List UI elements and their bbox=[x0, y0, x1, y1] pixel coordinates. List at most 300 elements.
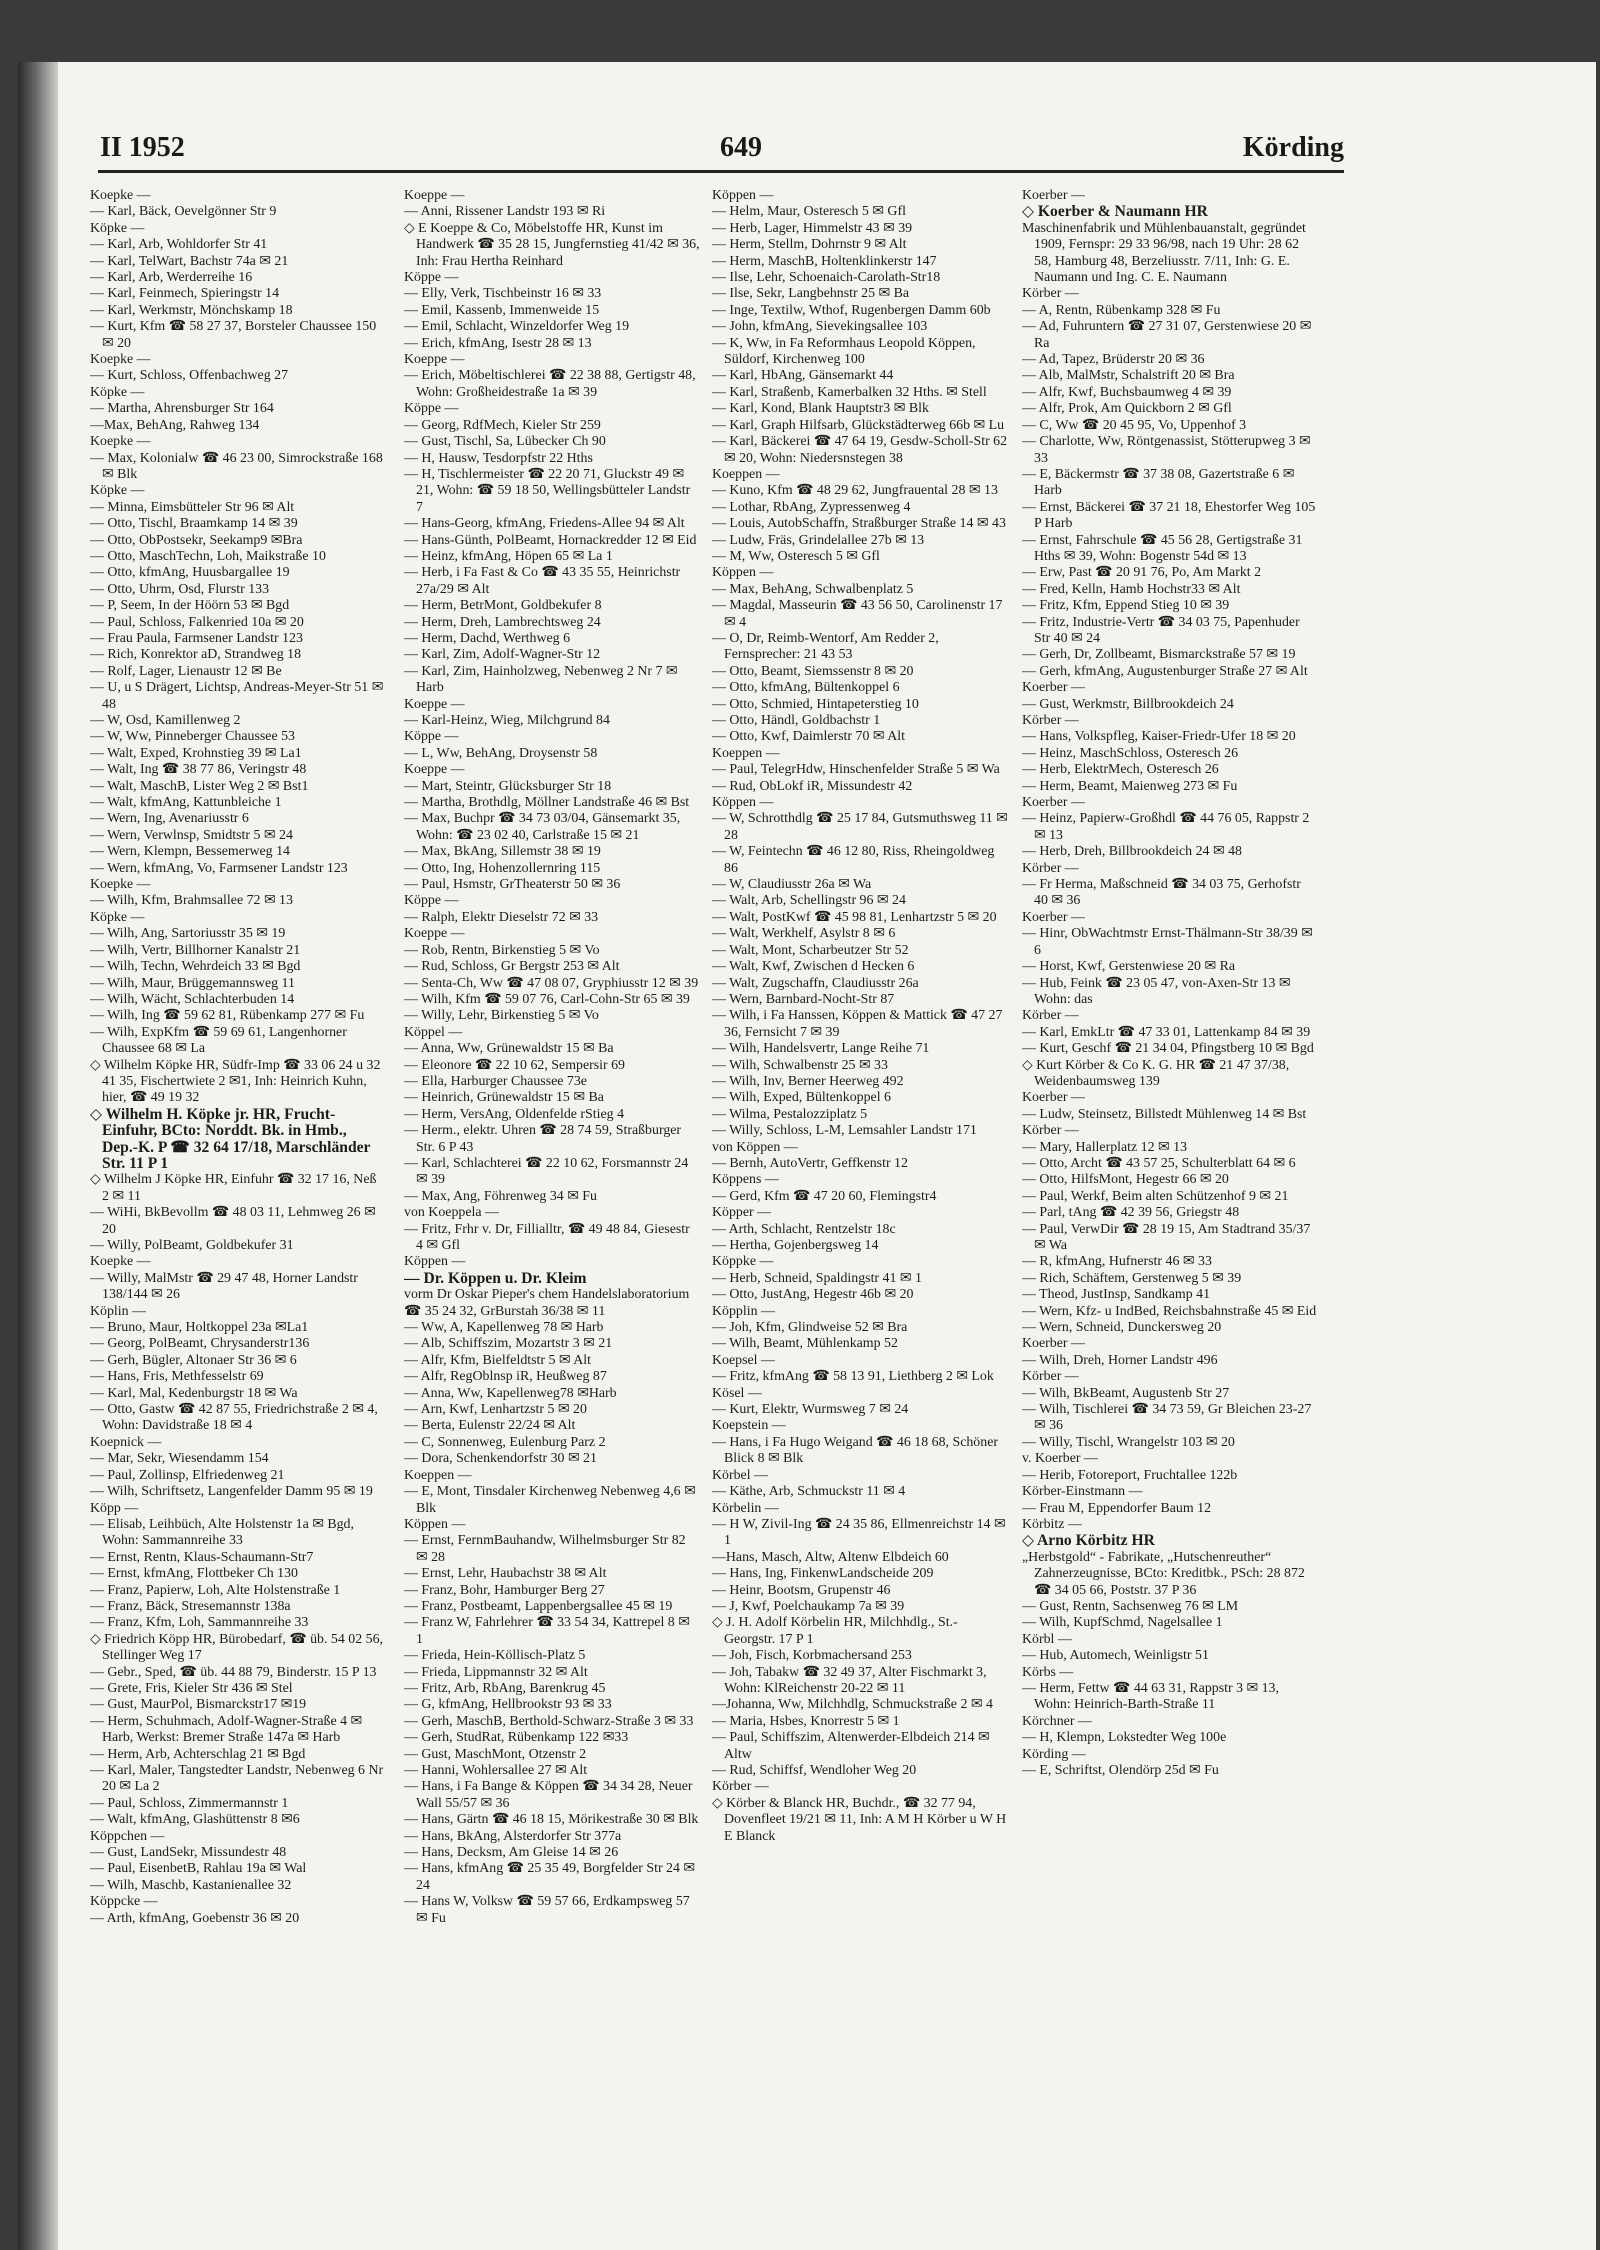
directory-entry: Köppe — bbox=[404, 270, 459, 286]
directory-entry: — Herm, MaschB, Holtenklinkerstr 147 bbox=[712, 253, 937, 269]
directory-entry: — Lothar, RbAng, Zypressenweg 4 bbox=[712, 499, 911, 515]
directory-entry: — Theod, JustInsp, Sandkamp 41 bbox=[1022, 1287, 1211, 1303]
directory-entry: — Hans, BkAng, Alsterdorfer Str 377a bbox=[404, 1828, 622, 1844]
directory-entry: — Gust, Werkmstr, Billbrookdeich 24 bbox=[1022, 696, 1234, 712]
directory-entry: Koeppe — bbox=[404, 188, 465, 203]
directory-entry: — Wilh, Tischlerei ☎ 34 73 59, Gr Bleichen 23-27 ✉ 36 bbox=[1022, 1402, 1312, 1434]
directory-entry: — Rich, Konrektor aD, Strandweg 18 bbox=[90, 647, 302, 663]
directory-entry: — Gust, Tischl, Sa, Lübecker Ch 90 bbox=[404, 434, 606, 450]
directory-entry: — Karl, Bäckerei ☎ 47 64 19, Gesdw-Scholl-Str 62 ✉ 20, Wohn: Niedersnstegen 38 bbox=[712, 434, 1008, 466]
directory-entry: ◇ Wilhelm Köpke HR, Südfr-Imp ☎ 33 06 24 u 32 41 35, Fischertwiete 2 ✉1, Inh: Heinrich Kuhn, hier, ☎ 49 19 32 bbox=[90, 1057, 381, 1106]
directory-entry: — Herb, ElektrMech, Osteresch 26 bbox=[1022, 762, 1219, 778]
directory-entry: Kösel — bbox=[712, 1385, 762, 1401]
directory-entry: — Herm, Dachd, Werthweg 6 bbox=[404, 630, 571, 646]
directory-entry: — Wilh, Exped, Bültenkoppel 6 bbox=[712, 1090, 891, 1106]
directory-entry: — Frau Paula, Farmsener Landstr 123 bbox=[90, 630, 303, 646]
directory-entry: — Ernst, FernmBauhandw, Wilhelmsburger Str 82 ✉ 28 bbox=[404, 1533, 686, 1565]
directory-entry: — Herm, Fettw ☎ 44 63 31, Rappstr 3 ✉ 13, Wohn: Heinrich-Barth-Straße 11 bbox=[1022, 1680, 1279, 1713]
directory-entry: — Hertha, Gojenbergsweg 14 bbox=[712, 1238, 879, 1253]
directory-entry: — Karl, Arb, Werderreihe 16 bbox=[90, 270, 253, 286]
directory-entry: — Fritz, kfmAng ☎ 58 13 91, Liethberg 2 ✉ Lok bbox=[712, 1369, 994, 1385]
directory-entry: — Ww, A, Kapellenweg 78 ✉ Harb bbox=[404, 1320, 604, 1336]
directory-column-3 bbox=[712, 188, 1008, 2183]
directory-entry: — Karl, Graph Hilfsarb, Glückstädterweg 66b ✉ Lu bbox=[712, 417, 1005, 433]
directory-entry: — Willy, MalMstr ☎ 29 47 48, Horner Landstr 138/144 ✉ 26 bbox=[90, 1270, 358, 1303]
directory-entry: — Emil, Schlacht, Winzeldorfer Weg 19 bbox=[404, 319, 630, 335]
directory-entry: — Otto, Gastw ☎ 42 87 55, Friedrichstraße 2 ✉ 4, Wohn: Davidstraße 18 ✉ 4 bbox=[90, 1402, 378, 1434]
directory-entry: Koepke — bbox=[90, 188, 151, 203]
directory-entry: ◇ Arno Körbitz HR bbox=[1022, 1532, 1155, 1550]
directory-entry: — K, Ww, in Fa Reformhaus Leopold Köppen, Süldorf, Kirchenweg 100 bbox=[712, 335, 976, 368]
directory-entry: — Willy, Tischl, Wrangelstr 103 ✉ 20 bbox=[1022, 1434, 1235, 1450]
directory-entry: ◇ E Koeppe & Co, Möbelstoffe HR, Kunst im Handwerk ☎ 35 28 15, Jungfernstieg 41/42 ✉ 36, Inh: Frau Hertha Reinhard bbox=[404, 220, 700, 269]
directory-entry: — Alfr, RegOblnsp iR, Heußweg 87 bbox=[404, 1369, 607, 1385]
directory-entry: — Karl, Werkmstr, Mönchskamp 18 bbox=[90, 302, 293, 318]
directory-entry: Koepke — bbox=[90, 1254, 151, 1270]
directory-entry: Koepke — bbox=[90, 877, 151, 893]
directory-entry: — Wern, Schneid, Dunckersweg 20 bbox=[1022, 1320, 1222, 1336]
directory-entry: — Gust, MaschMont, Otzenstr 2 bbox=[404, 1746, 587, 1762]
directory-entry: Koerber — bbox=[1022, 1336, 1085, 1352]
directory-entry: — Otto, kfmAng, Bültenkoppel 6 bbox=[712, 680, 900, 696]
directory-entry: Köpke — bbox=[90, 909, 145, 925]
directory-entry: Koeppen — bbox=[712, 745, 780, 761]
directory-entry: — Georg, RdfMech, Kieler Str 259 bbox=[404, 417, 601, 433]
directory-entry: — H W, Zivil-Ing ☎ 24 35 86, Ellmenreichstr 14 ✉ 1 bbox=[712, 1516, 1006, 1549]
directory-entry: — Dr. Köppen u. Dr. Kleim bbox=[404, 1269, 587, 1287]
directory-column-1 bbox=[90, 188, 386, 2183]
directory-entry: — Hans W, Volksw ☎ 59 57 66, Erdkampsweg 57 ✉ Fu bbox=[404, 1894, 690, 1926]
directory-entry: — Horst, Kwf, Gerstenwiese 20 ✉ Ra bbox=[1022, 959, 1236, 975]
directory-entry: — Karl, HbAng, Gänsemarkt 44 bbox=[712, 368, 894, 384]
directory-entry: — Anna, Ww, Kapellenweg78 ✉Harb bbox=[404, 1385, 617, 1401]
directory-entry: — Wern, Verwlnsp, Smidtstr 5 ✉ 24 bbox=[90, 827, 293, 843]
directory-entry: — Max, Ang, Föhrenweg 34 ✉ Fu bbox=[404, 1188, 597, 1204]
directory-entry: — Rob, Rentn, Birkenstieg 5 ✉ Vo bbox=[404, 942, 600, 958]
directory-entry: — Wilh, Dreh, Horner Landstr 496 bbox=[1022, 1352, 1218, 1368]
directory-entry: — Heinz, kfmAng, Höpen 65 ✉ La 1 bbox=[404, 548, 613, 564]
directory-entry: Koepke — bbox=[90, 352, 151, 368]
directory-entry: Körber — bbox=[712, 1779, 769, 1795]
directory-entry: — Herm, Beamt, Maienweg 273 ✉ Fu bbox=[1022, 778, 1238, 794]
directory-entry: — Frau M, Eppendorfer Baum 12 bbox=[1022, 1500, 1212, 1516]
directory-entry: ◇ Wilhelm J Köpke HR, Einfuhr ☎ 32 17 16, Neß 2 ✉ 11 bbox=[90, 1172, 377, 1204]
directory-entry: Köppen — bbox=[712, 188, 774, 203]
directory-entry: ◇ Kurt Körber & Co K. G. HR ☎ 21 47 37/38, Weidenbaumsweg 139 bbox=[1022, 1057, 1290, 1089]
directory-entry: Maschinenfabrik und Mühlenbauanstalt, gegründet 1909, Fernspr: 29 33 96/98, nach 19 Uhr: 28 62 58, Hamburg 48, Berzeliusstr. 7/11, Inh: G. E. Naumann und Ing. C. E. Naumann bbox=[1022, 220, 1306, 286]
directory-entry: von Koeppela — bbox=[404, 1205, 499, 1221]
directory-entry: — Max, BehAng, Schwalbenplatz 5 bbox=[712, 581, 914, 597]
directory-entry: — Paul, Schloss, Falkenried 10a ✉ 20 bbox=[90, 614, 304, 630]
directory-entry: — Wern, Klempn, Bessemerweg 14 bbox=[90, 844, 290, 860]
directory-entry: Köppe — bbox=[404, 729, 459, 745]
directory-entry: Koerber — bbox=[1022, 1090, 1085, 1106]
directory-entry: — Max, Kolonialw ☎ 46 23 00, Simrockstraße 168 ✉ Blk bbox=[90, 450, 383, 482]
directory-entry: — Erich, kfmAng, Isestr 28 ✉ 13 bbox=[404, 335, 592, 351]
directory-entry: Köppke — bbox=[712, 1254, 774, 1270]
directory-entry: — Otto, Händl, Goldbachstr 1 bbox=[712, 713, 881, 728]
directory-entry: — Otto, Schmied, Hintapeterstieg 10 bbox=[712, 696, 919, 712]
directory-entry: — Paul, Hsmstr, GrTheaterstr 50 ✉ 36 bbox=[404, 877, 621, 893]
directory-entry: — Wilh, Kfm, Brahmsallee 72 ✉ 13 bbox=[90, 893, 293, 909]
directory-column-2 bbox=[404, 188, 700, 2183]
directory-entry: — Bernh, AutoVertr, Geffkenstr 12 bbox=[712, 1155, 908, 1171]
directory-entry: — Hub, Automech, Weinligstr 51 bbox=[1022, 1648, 1209, 1664]
directory-entry: — Wilh, Techn, Wehrdeich 33 ✉ Bgd bbox=[90, 959, 301, 975]
directory-entry: — Ernst, Bäckerei ☎ 37 21 18, Ehestorfer Weg 105 P Harb bbox=[1022, 499, 1316, 532]
directory-entry: — Gerh, StudRat, Rübenkamp 122 ✉33 bbox=[404, 1730, 629, 1746]
directory-entry: — L, Ww, BehAng, Droysenstr 58 bbox=[404, 745, 598, 761]
directory-entry: — Karl, Schlachterei ☎ 22 10 62, Forsmannstr 24 ✉ 39 bbox=[404, 1155, 689, 1188]
directory-entry: — Paul, Zollinsp, Elfriedenweg 21 bbox=[90, 1467, 285, 1483]
directory-entry: — Emil, Kassenb, Immenweide 15 bbox=[404, 302, 600, 318]
directory-entry: — Karl, Arb, Wohldorfer Str 41 bbox=[90, 237, 268, 253]
directory-entry: Körbs — bbox=[1022, 1664, 1074, 1680]
directory-entry: — Otto, Ing, Hohenzollernring 115 bbox=[404, 860, 601, 876]
directory-entry: — O, Dr, Reimb-Wentorf, Am Redder 2, Fernsprecher: 21 43 53 bbox=[712, 630, 939, 663]
directory-entry: — Walt, Ing ☎ 38 77 86, Veringstr 48 bbox=[90, 762, 307, 778]
directory-entry: — Dora, Schenkendorfstr 30 ✉ 21 bbox=[404, 1451, 597, 1467]
directory-entry: — Hans, Gärtn ☎ 46 18 15, Mörikestraße 30 ✉ Blk bbox=[404, 1812, 699, 1828]
directory-entry: von Köppen — bbox=[712, 1139, 798, 1155]
directory-entry: Köpplin — bbox=[712, 1303, 775, 1319]
directory-entry: — Gerh, Dr, Zollbeamt, Bismarckstraße 57 ✉ 19 bbox=[1022, 647, 1296, 663]
directory-entry: Koepsel — bbox=[712, 1352, 775, 1368]
directory-entry: — Ernst, Fahrschule ☎ 45 56 28, Gertigstraße 31 Hths ✉ 39, Wohn: Bogenstr 54d ✉ 13 bbox=[1022, 532, 1303, 564]
directory-entry: — Franz, Postbeamt, Lappenbergsallee 45 ✉ 19 bbox=[404, 1598, 673, 1614]
directory-entry: Köplin — bbox=[90, 1303, 146, 1319]
directory-entry: — Paul, TelegrHdw, Hinschenfelder Straße 5 ✉ Wa bbox=[712, 762, 1000, 778]
directory-entry: Köppchen — bbox=[90, 1828, 165, 1844]
directory-entry: — Alfr, Prok, Am Quickborn 2 ✉ Gfl bbox=[1022, 401, 1232, 417]
volume-year: II 1952 bbox=[100, 132, 185, 163]
directory-entry: — Wilh, i Fa Hanssen, Köppen & Mattick ☎ 47 27 36, Fernsicht 7 ✉ 39 bbox=[712, 1008, 1003, 1040]
directory-entry: — Paul, EisenbetB, Rahlau 19a ✉ Wal bbox=[90, 1861, 307, 1877]
directory-entry: — Walt, Zugschaffn, Claudiusstr 26a bbox=[712, 975, 919, 991]
directory-entry: — Karl, EmkLtr ☎ 47 33 01, Lattenkamp 84 ✉ 39 bbox=[1022, 1024, 1311, 1040]
directory-entry: — Eleonore ☎ 22 10 62, Sempersir 69 bbox=[404, 1057, 625, 1073]
directory-entry: — Paul, Werkf, Beim alten Schützenhof 9 ✉ 21 bbox=[1022, 1188, 1289, 1204]
directory-entry: Koepnick — bbox=[90, 1434, 162, 1450]
directory-entry: — Helm, Maur, Osteresch 5 ✉ Gfl bbox=[712, 204, 906, 220]
directory-entry: Köppen — bbox=[712, 565, 774, 581]
directory-entry: Körber — bbox=[1022, 860, 1079, 876]
directory-entry: Körber — bbox=[1022, 1123, 1079, 1139]
directory-entry: — Kurt, Kfm ☎ 58 27 37, Borsteler Chaussee 150 ✉ 20 bbox=[90, 319, 377, 351]
directory-entry: — Franz, Kfm, Loh, Sammannreihe 33 bbox=[90, 1615, 309, 1631]
directory-entry: — M, Ww, Osteresch 5 ✉ Gfl bbox=[712, 548, 880, 564]
directory-entry: — Erw, Past ☎ 20 91 76, Po, Am Markt 2 bbox=[1022, 565, 1262, 581]
directory-entry: — E, Bäckermstr ☎ 37 38 08, Gazertstraße 6 ✉ Harb bbox=[1022, 466, 1295, 499]
directory-entry: — Louis, AutobSchaffn, Straßburger Straße 14 ✉ 43 bbox=[712, 516, 1006, 532]
directory-entry: Koerber — bbox=[1022, 795, 1085, 811]
directory-entry: Köpke — bbox=[90, 384, 145, 400]
directory-entry: — Wilh, ExpKfm ☎ 59 69 61, Langenhorner Chaussee 68 ✉ La bbox=[90, 1024, 347, 1057]
directory-entry: Köppen — bbox=[404, 1516, 466, 1532]
directory-entry: — Alfr, Kfm, Bielfeldtstr 5 ✉ Alt bbox=[404, 1352, 592, 1368]
directory-entry: Körbel — bbox=[712, 1467, 768, 1483]
directory-entry: — Ilse, Sekr, Langbehnstr 25 ✉ Ba bbox=[712, 286, 910, 302]
directory-entry: Köppcke — bbox=[90, 1894, 158, 1910]
directory-entry: — Anni, Rissener Landstr 193 ✉ Ri bbox=[404, 204, 606, 220]
directory-entry: — R, kfmAng, Hufnerstr 46 ✉ 33 bbox=[1022, 1254, 1212, 1270]
directory-entry: ◇ Wilhelm H. Köpke jr. HR, Frucht-Einfuhr, BCto: Norddt. Bk. in Hmb., Dep.-K. P ☎ 32 64 17/18, Marschländer Str. 11 P 1 bbox=[90, 1105, 371, 1172]
directory-entry: ◇ Friedrich Köpp HR, Bürobedarf, ☎ üb. 54 02 56, Stellinger Weg 17 bbox=[90, 1631, 384, 1664]
directory-entry: — Georg, PolBeamt, Chrysanderstr136 bbox=[90, 1336, 310, 1352]
directory-entry: Körchner — bbox=[1022, 1713, 1092, 1729]
directory-entry: — Walt, Exped, Krohnstieg 39 ✉ La1 bbox=[90, 745, 302, 761]
directory-entry: — A, Rentn, Rübenkamp 328 ✉ Fu bbox=[1022, 302, 1221, 318]
directory-entry: Körber — bbox=[1022, 713, 1079, 728]
directory-entry: Körber-Einstmann — bbox=[1022, 1484, 1143, 1500]
directory-entry: — Herm, Dreh, Lambrechtsweg 24 bbox=[404, 614, 601, 630]
directory-entry: — Hans, Ing, FinkenwLandscheide 209 bbox=[712, 1566, 934, 1582]
directory-entry: Koepke — bbox=[90, 434, 151, 450]
directory-entry: — Gebr., Sped, ☎ üb. 44 88 79, Binderstr. 15 P 13 bbox=[90, 1664, 377, 1680]
directory-entry: — Wilma, Pestalozziplatz 5 bbox=[712, 1106, 868, 1122]
directory-entry: — Gerh, kfmAng, Augustenburger Straße 27 ✉ Alt bbox=[1022, 663, 1308, 679]
directory-entry: — Rich, Schäftem, Gerstenweg 5 ✉ 39 bbox=[1022, 1270, 1242, 1286]
directory-entry: — Elly, Verk, Tischbeinstr 16 ✉ 33 bbox=[404, 286, 602, 302]
directory-entry: — Ilse, Lehr, Schoenaich-Carolath-Str18 bbox=[712, 270, 941, 286]
directory-entry: — Karl, Straßenb, Kamerbalken 32 Hths. ✉ Stell bbox=[712, 384, 987, 400]
directory-entry: — Elisab, Leihbüch, Alte Holstenstr 1a ✉ Bgd, Wohn: Sammannreihe 33 bbox=[90, 1516, 354, 1549]
directory-entry: Körbelin — bbox=[712, 1500, 779, 1516]
directory-entry: — Hans, Decksm, Am Gleise 14 ✉ 26 bbox=[404, 1845, 619, 1861]
directory-entry: Köpke — bbox=[90, 483, 145, 499]
directory-entry: — Walt, MaschB, Lister Weg 2 ✉ Bst1 bbox=[90, 778, 309, 794]
directory-entry: — Hans-Georg, kfmAng, Friedens-Allee 94 ✉ Alt bbox=[404, 516, 685, 532]
directory-entry: — Fritz, Frhr v. Dr, Fillialltr, ☎ 49 48 84, Giesestr 4 ✉ Gfl bbox=[404, 1221, 690, 1253]
directory-entry: — Arth, kfmAng, Goebenstr 36 ✉ 20 bbox=[90, 1910, 300, 1926]
directory-entry: — Frieda, Hein-Köllisch-Platz 5 bbox=[404, 1648, 586, 1664]
directory-entry: — Wern, Kfz- u IndBed, Reichsbahnstraße 45 ✉ Eid bbox=[1022, 1303, 1317, 1319]
directory-entry: — Kurt, Elektr, Wurmsweg 7 ✉ 24 bbox=[712, 1402, 909, 1418]
directory-entry: — Franz, Bohr, Hamburger Berg 27 bbox=[404, 1582, 605, 1598]
directory-entry: — Herb, i Fa Fast & Co ☎ 43 35 55, Heinrichstr 27a/29 ✉ Alt bbox=[404, 565, 681, 597]
directory-entry: — Käthe, Arb, Schmuckstr 11 ✉ 4 bbox=[712, 1484, 906, 1500]
directory-entry: — H, Hausw, Tesdorpfstr 22 Hths bbox=[404, 450, 593, 466]
directory-entry: — Hans, i Fa Bange & Köppen ☎ 34 34 28, Neuer Wall 55/57 ✉ 36 bbox=[404, 1779, 693, 1811]
directory-entry: — Fr Herma, Maßschneid ☎ 34 03 75, Gerhofstr 40 ✉ 36 bbox=[1022, 877, 1301, 909]
directory-entry: — Berta, Eulenstr 22/24 ✉ Alt bbox=[404, 1418, 576, 1434]
directory-entry: Köppen — bbox=[712, 795, 774, 811]
directory-entry: — Wilh, Handelsvertr, Lange Reihe 71 bbox=[712, 1041, 930, 1057]
directory-entry: Köppen — bbox=[404, 1254, 466, 1270]
directory-entry: — Walt, kfmAng, Kattunbleiche 1 bbox=[90, 795, 282, 811]
directory-entry: — Willy, Schloss, L-M, Lemsahler Landstr 171 bbox=[712, 1123, 977, 1139]
directory-entry: — Joh, Fisch, Korbmachersand 253 bbox=[712, 1648, 912, 1664]
directory-entry: — Hans-Günth, PolBeamt, Hornackredder 12 ✉ Eid bbox=[404, 532, 697, 548]
directory-entry: — Maria, Hsbes, Knorrestr 5 ✉ 1 bbox=[712, 1713, 900, 1729]
directory-entry: — Kuno, Kfm ☎ 48 29 62, Jungfrauental 28 ✉ 13 bbox=[712, 483, 998, 499]
directory-entry: — Martha, Brothdlg, Möllner Landstraße 46 ✉ Bst bbox=[404, 795, 690, 811]
directory-entry: Köpp — bbox=[90, 1500, 139, 1516]
directory-entry: — Walt, PostKwf ☎ 45 98 81, Lenhartzstr 5 ✉ 20 bbox=[712, 909, 997, 925]
directory-entry: — Rud, Schloss, Gr Bergstr 253 ✉ Alt bbox=[404, 959, 620, 975]
directory-entry: — Karl, Maler, Tangstedter Landstr, Nebenweg 6 Nr 20 ✉ La 2 bbox=[90, 1763, 384, 1795]
directory-entry: — G, kfmAng, Hellbrookstr 93 ✉ 33 bbox=[404, 1697, 612, 1713]
directory-entry: — Joh, Tabakw ☎ 32 49 37, Alter Fischmarkt 3, Wohn: KlReichenstr 20-22 ✉ 11 bbox=[712, 1664, 987, 1696]
directory-entry: — Herib, Fotoreport, Fruchtallee 122b bbox=[1022, 1467, 1238, 1483]
directory-entry: — Karl, Zim, Adolf-Wagner-Str 12 bbox=[404, 647, 601, 663]
directory-entry: ☎ 35 24 32, GrBurstah 36/38 ✉ 11 bbox=[404, 1303, 606, 1319]
directory-entry: — Otto, ObPostsekr, Seekamp9 ✉Bra bbox=[90, 532, 303, 548]
directory-entry: — Otto, JustAng, Hegestr 46b ✉ 20 bbox=[712, 1287, 914, 1303]
directory-entry: Körber — bbox=[1022, 1369, 1079, 1385]
directory-entry: Koeppe — bbox=[404, 352, 465, 368]
directory-entry: — Fritz, Kfm, Eppend Stieg 10 ✉ 39 bbox=[1022, 598, 1230, 614]
directory-entry: Köpper — bbox=[712, 1205, 772, 1221]
directory-entry: — Otto, kfmAng, Huusbargallee 19 bbox=[90, 565, 290, 581]
directory-entry: — Ludw, Fräs, Grindelallee 27b ✉ 13 bbox=[712, 532, 925, 548]
directory-entry: — W, Osd, Kamillenweg 2 bbox=[90, 713, 241, 728]
directory-entry: — Inge, Textilw, Wthof, Rugenbergen Damm 60b bbox=[712, 302, 991, 318]
directory-entry: — Herm, VersAng, Oldenfelde rStieg 4 bbox=[404, 1106, 625, 1122]
directory-entry: — Gerh, Bügler, Altonaer Str 36 ✉ 6 bbox=[90, 1352, 297, 1368]
directory-entry: — Paul, Schloss, Zimmermannstr 1 bbox=[90, 1795, 289, 1811]
directory-entry: — Paul, VerwDir ☎ 28 19 15, Am Stadtrand 35/37 ✉ Wa bbox=[1022, 1221, 1311, 1253]
directory-entry: — Ernst, Rentn, Klaus-Schaumann-Str7 bbox=[90, 1549, 314, 1565]
directory-entry: — Wern, kfmAng, Vo, Farmsener Landstr 123 bbox=[90, 860, 348, 876]
directory-entry: Köppe — bbox=[404, 893, 459, 909]
directory-entry: — H, Klempn, Lokstedter Weg 100e bbox=[1022, 1730, 1227, 1746]
directory-entry: — Gerh, MaschB, Berthold-Schwarz-Straße 3 ✉ 33 bbox=[404, 1713, 694, 1729]
directory-entry: — Heinz, Papierw-Großhdl ☎ 44 76 05, Rappstr 2 ✉ 13 bbox=[1022, 811, 1310, 843]
page-header bbox=[80, 132, 1344, 172]
directory-entry: vorm Dr Oskar Pieper's chem Handelslaboratorium bbox=[404, 1287, 690, 1303]
directory-entry: — Gust, LandSekr, Missundestr 48 bbox=[90, 1845, 287, 1861]
directory-entry: — Paul, Schiffszim, Altenwerder-Elbdeich 214 ✉ Altw bbox=[712, 1730, 990, 1762]
directory-entry: — Otto, Kwf, Daimlerstr 70 ✉ Alt bbox=[712, 729, 905, 745]
directory-entry: — Arth, Schlacht, Rentzelstr 18c bbox=[712, 1221, 896, 1237]
directory-entry: — Wilh, Schwalbenstr 25 ✉ 33 bbox=[712, 1057, 888, 1073]
directory-entry: — Karl, TelWart, Bachstr 74a ✉ 21 bbox=[90, 253, 289, 269]
directory-entry: — Willy, PolBeamt, Goldbekufer 31 bbox=[90, 1238, 294, 1253]
directory-entry: — Max, BkAng, Sillemstr 38 ✉ 19 bbox=[404, 844, 601, 860]
directory-entry: — Herm, Stellm, Dohrnstr 9 ✉ Alt bbox=[712, 237, 907, 253]
directory-entry: Koeppe — bbox=[404, 926, 465, 942]
directory-entry: — Ad, Tapez, Brüderstr 20 ✉ 36 bbox=[1022, 352, 1205, 368]
directory-entry: — Rolf, Lager, Lienaustr 12 ✉ Be bbox=[90, 663, 282, 679]
directory-entry: — Anna, Ww, Grünewaldstr 15 ✉ Ba bbox=[404, 1041, 614, 1057]
directory-entry: — W, Feintechn ☎ 46 12 80, Riss, Rheingoldweg 86 bbox=[712, 844, 995, 876]
directory-entry: — Arn, Kwf, Lenhartzstr 5 ✉ 20 bbox=[404, 1402, 587, 1418]
directory-entry: — John, kfmAng, Sievekingsallee 103 bbox=[712, 319, 928, 335]
directory-entry: — Ad, Fuhruntern ☎ 27 31 07, Gerstenwiese 20 ✉ Ra bbox=[1022, 319, 1312, 351]
directory-entry: — W, Claudiusstr 26a ✉ Wa bbox=[712, 877, 872, 893]
directory-entry: — Erich, Möbeltischlerei ☎ 22 38 88, Gertigstr 48, Wohn: Großheidestraße 1a ✉ 39 bbox=[404, 368, 696, 400]
directory-entry: — Wern, Ing, Avenariusstr 6 bbox=[90, 811, 249, 827]
directory-entry: — Franz, Bäck, Stresemannstr 138a bbox=[90, 1598, 291, 1614]
directory-entry: — Fred, Kelln, Hamb Hochstr33 ✉ Alt bbox=[1022, 581, 1241, 597]
directory-entry: ◇ Koerber & Naumann HR bbox=[1022, 203, 1208, 221]
directory-entry: — Herb, Lager, Himmelstr 43 ✉ 39 bbox=[712, 220, 913, 236]
directory-entry: — Martha, Ahrensburger Str 164 bbox=[90, 401, 274, 417]
directory-entry: — Minna, Eimsbütteler Str 96 ✉ Alt bbox=[90, 499, 295, 515]
directory-entry: — Heinr, Bootsm, Grupenstr 46 bbox=[712, 1582, 891, 1598]
directory-entry: — Wern, Barnbard-Nocht-Str 87 bbox=[712, 991, 895, 1007]
directory-entry: — Herb, Schneid, Spaldingstr 41 ✉ 1 bbox=[712, 1270, 922, 1286]
directory-entry: — Ella, Harburger Chaussee 73e bbox=[404, 1073, 587, 1089]
directory-entry: — Alb, MalMstr, Schalstrift 20 ✉ Bra bbox=[1022, 368, 1235, 384]
directory-entry: — Wilh, Vertr, Billhorner Kanalstr 21 bbox=[90, 942, 301, 958]
directory-entry: — Rud, Schiffsf, Wendloher Weg 20 bbox=[712, 1763, 917, 1778]
directory-entry: — Kurt, Schloss, Offenbachweg 27 bbox=[90, 368, 289, 384]
directory-entry: — Alb, Schiffszim, Mozartstr 3 ✉ 21 bbox=[404, 1336, 613, 1352]
directory-entry: — Ludw, Steinsetz, Billstedt Mühlenweg 14 ✉ Bst bbox=[1022, 1106, 1307, 1122]
directory-entry: — Grete, Fris, Kieler Str 436 ✉ Stel bbox=[90, 1680, 293, 1696]
directory-entry: — H, Tischlermeister ☎ 22 20 71, Gluckstr 49 ✉ 21, Wohn: ☎ 59 18 50, Wellingsbütteler Landstr 7 bbox=[404, 466, 691, 515]
directory-entry: Köppel — bbox=[404, 1024, 463, 1040]
directory-column-4 bbox=[1022, 188, 1318, 2183]
header-rule bbox=[98, 170, 1344, 173]
directory-entry: — Wilh, Maur, Brüggemannsweg 11 bbox=[90, 975, 295, 991]
directory-entry: — Wilh, BkBeamt, Augustenb Str 27 bbox=[1022, 1385, 1230, 1401]
directory-entry: ◇ J. H. Adolf Körbelin HR, Milchhdlg., St.-Georgstr. 17 P 1 bbox=[712, 1615, 958, 1647]
directory-entry: — Charlotte, Ww, Röntgenassist, Stötterupweg 3 ✉ 33 bbox=[1022, 434, 1311, 466]
directory-entry: — Hanni, Wohlersallee 27 ✉ Alt bbox=[404, 1763, 588, 1778]
directory-entry: — Hinr, ObWachtmstr Ernst-Thälmann-Str 38/39 ✉ 6 bbox=[1022, 926, 1313, 958]
directory-entry: — Hans, kfmAng ☎ 25 35 49, Borgfelder Str 24 ✉ 24 bbox=[404, 1861, 696, 1893]
directory-entry: — E, Schriftst, Olendörp 25d ✉ Fu bbox=[1022, 1763, 1219, 1778]
directory-entry: — C, Sonnenweg, Eulenburg Parz 2 bbox=[404, 1434, 606, 1450]
directory-entry: — C, Ww ☎ 20 45 95, Vo, Uppenhof 3 bbox=[1022, 417, 1247, 433]
directory-entry: — Kurt, Geschf ☎ 21 34 04, Pfingstberg 10 ✉ Bgd bbox=[1022, 1041, 1314, 1057]
directory-entry: — Hans, Fris, Methfesselstr 69 bbox=[90, 1369, 264, 1385]
directory-entry: — E, Mont, Tinsdaler Kirchenweg Nebenweg 4,6 ✉ Blk bbox=[404, 1484, 696, 1516]
directory-entry: Körbitz — bbox=[1022, 1516, 1082, 1532]
directory-entry: Körber — bbox=[1022, 286, 1079, 302]
directory-entry: — Mar, Sekr, Wiesendamm 154 bbox=[90, 1451, 269, 1467]
directory-entry: ◇ Körber & Blanck HR, Buchdr., ☎ 32 77 94, Dovenfleet 19/21 ✉ 11, Inh: A M H Körber u W H E Blanck bbox=[712, 1795, 1007, 1844]
directory-entry: —Max, BehAng, Rahweg 134 bbox=[90, 417, 260, 433]
directory-entry: — Senta-Ch, Ww ☎ 47 08 07, Gryphiusstr 12 ✉ 39 bbox=[404, 975, 699, 991]
directory-entry: — Hans, i Fa Hugo Weigand ☎ 46 18 68, Schöner Blick 8 ✉ Blk bbox=[712, 1434, 998, 1467]
directory-entry: — Franz, Papierw, Loh, Alte Holstenstraße 1 bbox=[90, 1582, 341, 1598]
directory-entry: — Walt, Kwf, Zwischen d Hecken 6 bbox=[712, 959, 915, 975]
directory-entry: — Otto, Uhrm, Osd, Flurstr 133 bbox=[90, 581, 270, 597]
directory-entry: Körding — bbox=[1022, 1746, 1086, 1762]
directory-entry: — Parl, tAng ☎ 42 39 56, Griegstr 48 bbox=[1022, 1205, 1240, 1221]
directory-entry: — Herm, BetrMont, Goldbekufer 8 bbox=[404, 598, 602, 614]
directory-entry: — Rud, ObLokf iR, Missundestr 42 bbox=[712, 778, 913, 794]
directory-entry: Körber — bbox=[1022, 1008, 1079, 1024]
directory-entry: — Wilh, Ing ☎ 59 62 81, Rübenkamp 277 ✉ Fu bbox=[90, 1008, 365, 1024]
directory-entry: — Alfr, Kwf, Buchsbaumweg 4 ✉ 39 bbox=[1022, 384, 1232, 400]
directory-entry: — Max, Buchpr ☎ 34 73 03/04, Gänsemarkt 35, Wohn: ☎ 23 02 40, Carlstraße 15 ✉ 21 bbox=[404, 811, 681, 843]
directory-entry: — Otto, Archt ☎ 43 57 25, Schulterblatt 64 ✉ 6 bbox=[1022, 1155, 1296, 1171]
directory-entry: Koeppe — bbox=[404, 696, 465, 712]
directory-entry: Koerber — bbox=[1022, 680, 1085, 696]
directory-entry: — Ernst, kfmAng, Flottbeker Ch 130 bbox=[90, 1566, 298, 1582]
directory-entry: — Walt, Arb, Schellingstr 96 ✉ 24 bbox=[712, 893, 906, 909]
directory-entry: — U, u S Drägert, Lichtsp, Andreas-Meyer-Str 51 ✉ 48 bbox=[90, 680, 384, 712]
page-number: 649 bbox=[720, 132, 762, 163]
directory-entry: —Johanna, Ww, Milchhdlg, Schmuckstraße 2 ✉ 4 bbox=[712, 1697, 993, 1713]
directory-entry: — Heinz, MaschSchloss, Osteresch 26 bbox=[1022, 745, 1239, 761]
directory-entry: — J, Kwf, Poelchaukamp 7a ✉ 39 bbox=[712, 1598, 905, 1614]
directory-entry: — Wilh, Kfm ☎ 59 07 76, Carl-Cohn-Str 65 ✉ 39 bbox=[404, 991, 690, 1007]
directory-entry: — Walt, Mont, Scharbeutzer Str 52 bbox=[712, 942, 909, 958]
directory-entry: — Fritz, Arb, RbAng, Barenkrug 45 bbox=[404, 1680, 606, 1696]
directory-entry: — Franz W, Fahrlehrer ☎ 33 54 34, Kattrepel 8 ✉ 1 bbox=[404, 1615, 690, 1647]
directory-entry: — Ernst, Lehr, Haubachstr 38 ✉ Alt bbox=[404, 1566, 607, 1582]
directory-entry: — Bruno, Maur, Holtkoppel 23a ✉La1 bbox=[90, 1320, 309, 1336]
directory-entry: — Mary, Hallerplatz 12 ✉ 13 bbox=[1022, 1139, 1188, 1155]
directory-entry: Koerber — bbox=[1022, 909, 1085, 925]
directory-entry: — Herb, Dreh, Billbrookdeich 24 ✉ 48 bbox=[1022, 844, 1242, 860]
